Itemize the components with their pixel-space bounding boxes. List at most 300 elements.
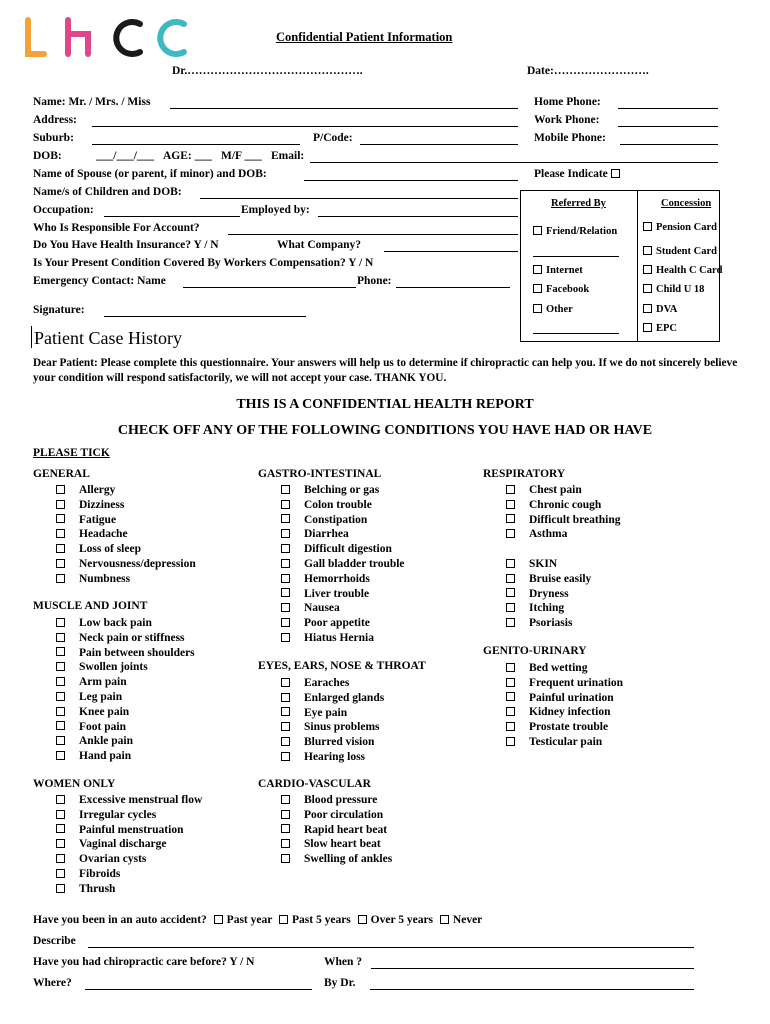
past-year-checkbox[interactable] [214, 915, 223, 924]
condition-item[interactable] [483, 587, 591, 602]
checkbox[interactable] [56, 514, 65, 523]
con-dva[interactable]: DVA [643, 304, 677, 315]
condition-label: Pain between shoulders [79, 646, 195, 659]
con-health[interactable]: Health C Card [643, 265, 723, 276]
concession-heading: Concession [661, 198, 712, 209]
condition-label: Swelling of ankles [304, 853, 393, 866]
describe-input[interactable] [88, 947, 694, 948]
responsible-input[interactable] [228, 234, 518, 235]
checkbox[interactable] [56, 529, 65, 538]
condition-label: Swollen joints [79, 661, 148, 674]
signature-label: Signature: [33, 304, 85, 316]
checkbox[interactable] [281, 824, 290, 833]
checkbox[interactable] [281, 810, 290, 819]
condition-label: Ankle pain [79, 735, 134, 748]
checkbox[interactable] [506, 663, 515, 672]
condition-label: Enlarged glands [304, 691, 385, 704]
condition-label: Hemorrhoids [304, 572, 370, 585]
condition-label: Rapid heart beat [304, 823, 388, 836]
ref-friend-line[interactable] [533, 256, 619, 257]
women-title: WOMEN ONLY [33, 778, 116, 790]
condition-item[interactable] [483, 483, 620, 498]
checkbox[interactable] [281, 559, 290, 568]
condition-item[interactable] [258, 676, 384, 691]
condition-label: Colon trouble [304, 498, 372, 511]
postcode-input[interactable] [360, 144, 518, 145]
gastro-list [258, 483, 405, 646]
condition-label: Frequent urination [529, 676, 624, 689]
condition-item[interactable] [483, 720, 623, 735]
chiro-before-label: Have you had chiropractic care before? Y / N [33, 956, 255, 968]
condition-label: Hand pain [79, 750, 132, 763]
condition-item[interactable] [33, 690, 195, 705]
condition-item[interactable] [33, 720, 195, 735]
checkbox[interactable] [643, 246, 652, 255]
please-indicate-checkbox[interactable] [611, 169, 620, 178]
name-input[interactable] [170, 108, 518, 109]
respiratory-title: RESPIRATORY [483, 468, 566, 480]
describe-label: Describe [33, 935, 76, 947]
condition-item[interactable] [33, 646, 195, 661]
eent-list [258, 676, 384, 765]
condition-item[interactable] [33, 882, 202, 897]
condition-label: Blurred vision [304, 736, 375, 749]
home-phone-input[interactable] [618, 108, 718, 109]
never-checkbox[interactable] [440, 915, 449, 924]
referral-box [520, 190, 723, 342]
condition-label: Constipation [304, 513, 368, 526]
suburb-input[interactable] [92, 144, 300, 145]
condition-label: Painful menstruation [79, 823, 184, 836]
logo-h [68, 20, 88, 54]
past-5-label: Past 5 years [292, 914, 351, 926]
past-5-checkbox[interactable] [279, 915, 288, 924]
checkbox[interactable] [56, 647, 65, 656]
condition-label: Liver trouble [304, 587, 370, 600]
genito-title: GENITO-URINARY [483, 645, 587, 657]
condition-item[interactable] [258, 793, 392, 808]
age-field[interactable]: AGE: ___ [163, 150, 212, 162]
condition-item[interactable] [33, 542, 196, 557]
logo-c2 [160, 22, 184, 54]
checkbox[interactable] [506, 707, 515, 716]
checkbox[interactable] [56, 884, 65, 893]
condition-label: Fibroids [79, 867, 121, 880]
checkbox[interactable] [56, 633, 65, 642]
checkbox[interactable] [281, 574, 290, 583]
past-year-label: Past year [226, 914, 273, 926]
dr-field[interactable]: Dr.………………………………………. [172, 65, 363, 77]
condition-item[interactable] [33, 498, 196, 513]
condition-item[interactable] [258, 557, 405, 572]
checkbox[interactable] [533, 304, 542, 313]
checkbox[interactable] [506, 603, 515, 612]
dob-input[interactable]: ___/___/___ [96, 150, 155, 162]
condition-label: Bruise easily [529, 572, 592, 585]
employed-by-input[interactable] [318, 216, 518, 217]
over-5-checkbox[interactable] [358, 915, 367, 924]
checkbox[interactable] [56, 839, 65, 848]
cardio-title: CARDIO-VASCULAR [258, 778, 371, 790]
condition-label: Hearing loss [304, 750, 366, 763]
condition-item[interactable] [483, 735, 623, 750]
checkbox[interactable] [281, 752, 290, 761]
checkbox[interactable] [281, 854, 290, 863]
condition-label: Asthma [529, 528, 568, 541]
over-5-label: Over 5 years [370, 914, 434, 926]
ref-friend[interactable]: Friend/Relation [533, 226, 617, 237]
checkbox[interactable] [56, 618, 65, 627]
women-list [33, 793, 202, 897]
logo-c1 [116, 22, 140, 54]
condition-label: Poor appetite [304, 617, 370, 630]
condition-item[interactable] [483, 498, 620, 513]
condition-label: Low back pain [79, 617, 152, 629]
condition-label: Difficult breathing [529, 513, 621, 526]
condition-label: Gall bladder trouble [304, 557, 405, 570]
condition-item[interactable] [33, 631, 195, 646]
condition-label: Numbness [79, 572, 131, 585]
condition-item[interactable] [258, 720, 384, 735]
condition-label: Headache [79, 528, 128, 541]
checkbox[interactable] [643, 222, 652, 231]
checkbox[interactable] [56, 854, 65, 863]
checkbox[interactable] [56, 485, 65, 494]
condition-label: Leg pain [79, 690, 123, 703]
checkbox[interactable] [56, 736, 65, 745]
condition-label: Vaginal discharge [79, 838, 167, 851]
occupation-label: Occupation: [33, 204, 94, 216]
condition-label: Arm pain [79, 676, 127, 689]
genito-list [483, 661, 623, 750]
condition-label: Dizziness [79, 498, 125, 511]
mobile-phone-label: Mobile Phone: [534, 132, 606, 144]
condition-label: Earaches [304, 677, 350, 689]
condition-item[interactable] [33, 513, 196, 528]
name-label: Name: Mr. / Mrs. / Miss [33, 96, 151, 108]
condition-item[interactable] [33, 808, 202, 823]
mobile-phone-input[interactable] [620, 144, 718, 145]
children-label: Name/s of Children and DOB: [33, 186, 182, 198]
when-label: When ? [324, 956, 363, 968]
checkbox[interactable] [281, 485, 290, 494]
checkbox[interactable] [506, 529, 515, 538]
checkbox[interactable] [643, 265, 652, 274]
condition-item[interactable] [33, 705, 195, 720]
condition-item[interactable] [33, 867, 202, 882]
email-input[interactable] [310, 162, 718, 163]
condition-item[interactable] [483, 513, 620, 528]
dob-label: DOB: [33, 150, 62, 162]
condition-item[interactable] [33, 572, 196, 587]
condition-label: Thrush [79, 882, 116, 895]
checkbox[interactable] [506, 574, 515, 583]
condition-item[interactable] [483, 661, 623, 676]
condition-label: Blood pressure [304, 794, 378, 806]
checkbox[interactable] [533, 226, 542, 235]
condition-item[interactable] [258, 572, 405, 587]
spouse-label: Name of Spouse (or parent, if minor) and DOB: [33, 168, 267, 180]
checkbox[interactable] [506, 722, 515, 731]
condition-item[interactable] [33, 660, 195, 675]
condition-item[interactable] [258, 527, 405, 542]
condition-item[interactable] [258, 837, 392, 852]
condition-item[interactable] [258, 483, 405, 498]
condition-item[interactable] [258, 706, 384, 721]
condition-label: Difficult digestion [304, 543, 392, 556]
address-label: Address: [33, 114, 77, 126]
employed-by-label: Employed by: [241, 204, 310, 216]
checkbox[interactable] [281, 500, 290, 509]
condition-item[interactable] [483, 557, 591, 572]
please-indicate: Please Indicate [534, 168, 624, 180]
lhcc-logo [22, 16, 192, 64]
condition-item[interactable] [258, 852, 392, 867]
condition-label: Neck pain or stiffness [79, 631, 185, 644]
general-title: GENERAL [33, 468, 90, 480]
condition-label: Itching [529, 602, 565, 615]
logo-l [28, 20, 44, 54]
cardio-list [258, 793, 392, 867]
condition-item[interactable] [33, 793, 202, 808]
checkbox[interactable] [506, 500, 515, 509]
condition-item[interactable] [33, 734, 195, 749]
home-phone-label: Home Phone: [534, 96, 601, 108]
checkbox[interactable] [281, 603, 290, 612]
checkbox[interactable] [281, 693, 290, 702]
condition-label: Loss of sleep [79, 543, 141, 556]
work-phone-label: Work Phone: [534, 114, 600, 126]
checkbox[interactable] [56, 500, 65, 509]
checkbox[interactable] [56, 810, 65, 819]
condition-label: Nervousness/depression [79, 557, 196, 570]
condition-item[interactable] [33, 749, 195, 764]
condition-label: Belching or gas [304, 484, 380, 496]
condition-label: Chronic cough [529, 498, 602, 511]
muscle-title: MUSCLE AND JOINT [33, 600, 148, 612]
condition-label: Foot pain [79, 720, 126, 733]
checkbox[interactable] [281, 839, 290, 848]
check-off-heading: CHECK OFF ANY OF THE FOLLOWING CONDITIONS YOU HAVE HAD OR HAVE [117, 423, 653, 438]
suburb-label: Suburb: [33, 132, 74, 144]
condition-label: Painful urination [529, 691, 614, 704]
condition-label: Testicular pain [529, 735, 603, 748]
checkbox[interactable] [281, 737, 290, 746]
insurance-label: Do You Have Health Insurance? Y / N [33, 239, 219, 251]
spouse-input[interactable] [304, 180, 518, 181]
checkbox[interactable] [506, 618, 515, 627]
condition-item[interactable] [258, 542, 405, 557]
condition-item[interactable] [258, 498, 405, 513]
con-pension[interactable]: Pension Card [643, 222, 717, 233]
checkbox[interactable] [56, 721, 65, 730]
checkbox[interactable] [281, 544, 290, 553]
gastro-title: GASTRO-INTESTINAL [258, 468, 382, 480]
checkbox[interactable] [506, 737, 515, 746]
condition-label: Bed wetting [529, 662, 588, 674]
checkbox[interactable] [281, 795, 290, 804]
condition-label: Chest pain [529, 484, 582, 496]
condition-label: SKIN [529, 558, 558, 570]
checkbox[interactable] [506, 485, 515, 494]
condition-item[interactable] [33, 527, 196, 542]
respiratory-list [483, 483, 620, 542]
checkbox[interactable] [506, 588, 515, 597]
condition-label: Eye pain [304, 706, 348, 719]
email-label: Email: [271, 150, 305, 162]
ref-other[interactable]: Other [533, 304, 573, 315]
checkbox[interactable] [643, 304, 652, 313]
condition-item[interactable] [33, 616, 195, 631]
checkbox[interactable] [533, 284, 542, 293]
checkbox[interactable] [281, 529, 290, 538]
company-input[interactable] [384, 251, 518, 252]
postcode-label: P/Code: [313, 132, 353, 144]
intro-text: Dear Patient: Please complete this questionnaire. Your answers will help us to determine if chiropractic can help you. If we do not sincerely believe your condition will respond satisfactorily, we will not accept your case. THANK YOU. [33, 357, 738, 384]
address-input[interactable] [92, 126, 518, 127]
condition-label: Psoriasis [529, 617, 573, 630]
auto-accident-label: Have you been in an auto accident? [33, 914, 207, 926]
con-epc[interactable]: EPC [643, 323, 677, 334]
condition-item[interactable] [33, 483, 196, 498]
condition-label: Sinus problems [304, 721, 380, 734]
condition-item[interactable] [483, 527, 620, 542]
work-phone-input[interactable] [618, 126, 718, 127]
checkbox[interactable] [56, 795, 65, 804]
checkbox[interactable] [533, 265, 542, 274]
muscle-list [33, 616, 195, 764]
condition-item[interactable] [483, 616, 591, 631]
signature-input[interactable] [104, 316, 306, 317]
condition-label: Diarrhea [304, 528, 349, 541]
form-title: Confidential Patient Information [276, 30, 453, 44]
checkbox[interactable] [56, 707, 65, 716]
condition-label: Prostate trouble [529, 721, 609, 734]
general-list [33, 483, 196, 587]
condition-item[interactable] [258, 823, 392, 838]
condition-item[interactable] [33, 675, 195, 690]
checkbox[interactable] [56, 677, 65, 686]
condition-item[interactable] [483, 691, 623, 706]
workers-comp-label: Is Your Present Condition Covered By Workers Compensation? Y / N [33, 257, 374, 269]
condition-item[interactable] [258, 587, 405, 602]
checkbox[interactable] [281, 633, 290, 642]
condition-item[interactable] [258, 631, 405, 646]
phone-label: Phone: [357, 275, 392, 287]
by-dr-label: By Dr. [324, 977, 356, 989]
ref-internet[interactable]: Internet [533, 265, 583, 276]
checkbox[interactable] [506, 692, 515, 701]
condition-item[interactable] [33, 852, 202, 867]
where-input[interactable] [85, 989, 312, 990]
checkbox[interactable] [506, 559, 515, 568]
company-label: What Company? [277, 239, 362, 251]
checkbox[interactable] [281, 722, 290, 731]
checkbox[interactable] [643, 323, 652, 332]
condition-label: Irregular cycles [79, 808, 157, 821]
condition-item[interactable] [33, 823, 202, 838]
checkbox[interactable] [56, 544, 65, 553]
checkbox[interactable] [506, 678, 515, 687]
checkbox[interactable] [56, 824, 65, 833]
condition-item[interactable] [483, 705, 623, 720]
checkbox[interactable] [56, 751, 65, 760]
condition-item[interactable] [483, 572, 591, 587]
condition-item[interactable] [258, 601, 405, 616]
text-cursor [31, 326, 32, 348]
referred-by-heading: Referred By [551, 198, 606, 209]
responsible-label: Who Is Responsible For Account? [33, 222, 200, 234]
where-label: Where? [33, 977, 72, 989]
never-label: Never [452, 914, 483, 926]
condition-item[interactable] [258, 735, 384, 750]
gender-field[interactable]: M/F ___ [221, 150, 262, 162]
condition-label: Excessive menstrual flow [79, 794, 203, 806]
case-history-title: Patient Case History [34, 328, 182, 348]
checkbox[interactable] [643, 284, 652, 293]
checkbox[interactable] [506, 514, 515, 523]
condition-item[interactable] [33, 837, 202, 852]
condition-item[interactable] [33, 557, 196, 572]
ref-facebook[interactable]: Facebook [533, 284, 589, 295]
emergency-label: Emergency Contact: Name [33, 275, 166, 287]
condition-item[interactable] [258, 808, 392, 823]
occupation-input[interactable] [104, 216, 240, 217]
skin-list [483, 557, 591, 631]
condition-label: Knee pain [79, 705, 130, 718]
con-child[interactable]: Child U 18 [643, 284, 704, 295]
date-field[interactable]: Date:……………………. [527, 65, 649, 77]
condition-label: Nausea [304, 602, 340, 615]
condition-label: Allergy [79, 484, 116, 496]
confidential-heading: THIS IS A CONFIDENTIAL HEALTH REPORT [236, 397, 534, 412]
emergency-name-input[interactable] [183, 287, 356, 288]
condition-item[interactable] [258, 513, 405, 528]
checkbox[interactable] [56, 692, 65, 701]
condition-item[interactable] [258, 750, 384, 765]
condition-label: Poor circulation [304, 808, 384, 821]
checkbox[interactable] [281, 707, 290, 716]
con-student[interactable]: Student Card [643, 246, 717, 257]
condition-item[interactable] [258, 691, 384, 706]
checkbox[interactable] [281, 588, 290, 597]
please-tick: PLEASE TICK [33, 447, 110, 459]
emergency-phone-input[interactable] [396, 287, 510, 288]
checkbox[interactable] [281, 618, 290, 627]
checkbox[interactable] [281, 678, 290, 687]
condition-item[interactable] [258, 616, 405, 631]
condition-label: Kidney infection [529, 706, 611, 719]
checkbox[interactable] [56, 662, 65, 671]
condition-label: Hiatus Hernia [304, 631, 374, 644]
ref-other-line[interactable] [533, 333, 619, 334]
checkbox[interactable] [56, 869, 65, 878]
condition-item[interactable] [483, 601, 591, 616]
checkbox[interactable] [56, 559, 65, 568]
by-dr-input[interactable] [370, 989, 694, 990]
condition-label: Dryness [529, 587, 569, 600]
eent-title: EYES, EARS, NOSE & THROAT [258, 660, 426, 672]
condition-label: Ovarian cysts [79, 853, 147, 866]
auto-accident-row [33, 914, 482, 926]
when-input[interactable] [371, 968, 694, 969]
checkbox[interactable] [281, 514, 290, 523]
checkbox[interactable] [56, 574, 65, 583]
condition-label: Slow heart beat [304, 838, 381, 851]
condition-label: Fatigue [79, 513, 117, 526]
condition-item[interactable] [483, 676, 623, 691]
children-input[interactable] [200, 198, 518, 199]
